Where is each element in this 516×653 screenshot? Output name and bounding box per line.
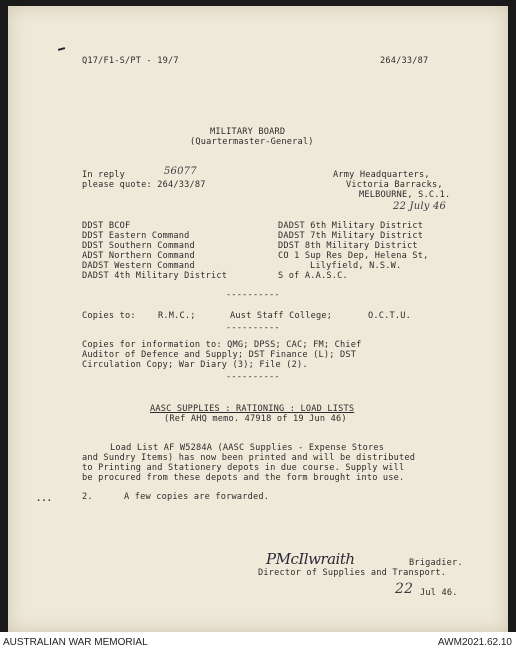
recipient-left: DADST Western Command (82, 261, 195, 271)
reference-left: Q17/F1-S/PT - 19/7 (82, 56, 179, 66)
body-line: to Printing and Stationery depots in due course. Supply will (82, 463, 405, 473)
footer-accession-number: AWM2021.62.10 (437, 637, 512, 648)
copies-info-line: Copies for information to: QMG; DPSS; CAC; FM; Chief (82, 340, 362, 350)
recipient-right: DDST 8th Military District (278, 241, 418, 251)
body-line: Load List AF W5284A (AASC Supplies - Expense Stores (110, 443, 385, 453)
subject-reference: (Ref AHQ memo. 47918 of 19 Jun 46) (164, 414, 347, 424)
signature-title: Director of Supplies and Transport. (258, 568, 447, 578)
address-date: 22 July 46 (393, 201, 447, 212)
copies-info-line: Circulation Copy; War Diary (3); File (2). (82, 360, 308, 370)
reply-line1: In reply (82, 170, 125, 180)
subject-heading: AASC SUPPLIES : RATIONING : LOAD LISTS (150, 404, 355, 414)
recipient-left: ADST Northern Command (82, 251, 195, 261)
signature-rank: Brigadier. (409, 558, 463, 568)
body-line: be procured from these depots and the form brought into use. (82, 473, 405, 483)
punch-mark (58, 47, 65, 51)
copies-to-item: R.M.C.; (158, 311, 196, 321)
footer-institution: AUSTRALIAN WAR MEMORIAL (3, 637, 148, 648)
address-line2: Victoria Barracks, (346, 180, 443, 190)
copies-to-item: Aust Staff College; (230, 311, 333, 321)
divider: ---------- (226, 372, 280, 382)
margin-mark: ... (36, 494, 53, 504)
signature-handwriting: PMcIlwraith (266, 550, 355, 568)
signature-date-hand: 22 (395, 581, 414, 597)
recipient-right: CO 1 Sup Res Dep, Helena St, (278, 251, 429, 261)
recipient-left: DDST BCOF (82, 221, 131, 231)
copies-info-line: Auditor of Defence and Supply; DST Finance (L); DST (82, 350, 357, 360)
recipient-left: DADST 4th Military District (82, 271, 228, 281)
copies-to-label: Copies to: (82, 311, 136, 321)
recipient-right: Lilyfield, N.S.W. (310, 261, 402, 271)
recipient-right: DADST 7th Military District (278, 231, 424, 241)
body-line: and Sundry Items) has now been printed and will be distributed (82, 453, 416, 463)
document-page (8, 6, 508, 632)
reply-line2: please quote: 264/33/87 (82, 180, 206, 190)
address-line3: MELBOURNE, S.C.1. (359, 190, 451, 200)
recipient-right: S of A.A.S.C. (278, 271, 348, 281)
recipient-left: DDST Eastern Command (82, 231, 190, 241)
recipient-left: DDST Southern Command (82, 241, 195, 251)
divider: ---------- (226, 323, 280, 333)
paragraph-text: A few copies are forwarded. (124, 492, 270, 502)
reply-handwritten-number: 56077 (164, 166, 197, 177)
divider: ---------- (226, 290, 280, 300)
paragraph-number: 2. (82, 492, 93, 502)
title-line2: (Quartermaster-General) (190, 137, 314, 147)
address-line1: Army Headquarters, (333, 170, 430, 180)
reference-right: 264/33/87 (380, 56, 429, 66)
recipient-right: DADST 6th Military District (278, 221, 424, 231)
copies-to-item: O.C.T.U. (368, 311, 411, 321)
title-line1: MILITARY BOARD (210, 127, 286, 137)
archive-footer (0, 632, 516, 653)
signature-date-typed: Jul 46. (420, 588, 458, 598)
